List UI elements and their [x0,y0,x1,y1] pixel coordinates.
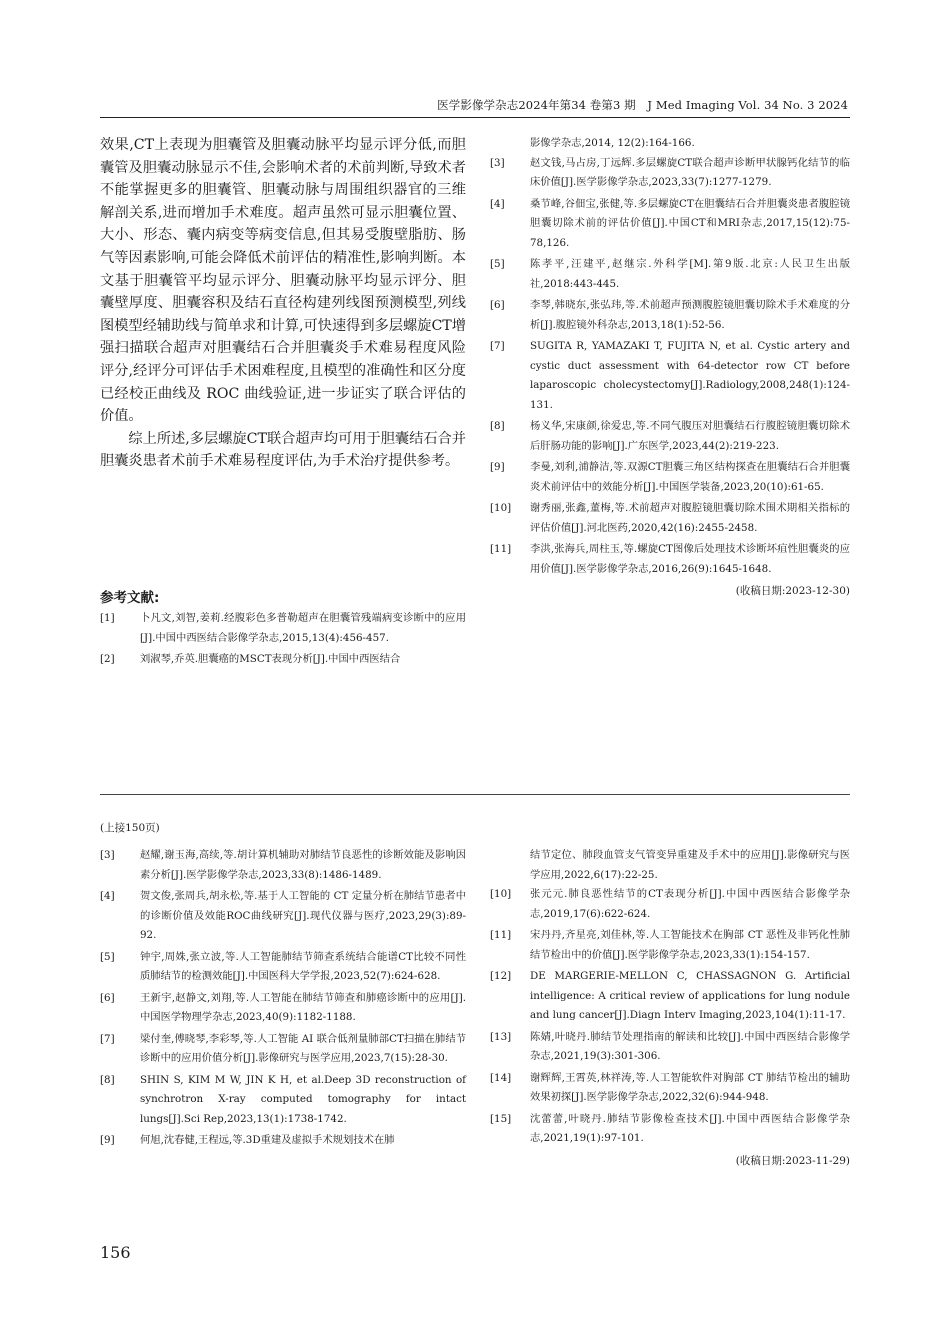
reference-item [490,296,850,335]
reference-number: [5] [490,258,505,270]
reference-number: [13] [490,1030,512,1043]
reference-text: 贺文俊,张周兵,胡永松,等.基于人工智能的 CT 定量分析在肺结节患者中的诊断价值及效能ROC曲线研究[J].现代仪器与医疗,2023,29(3):89-92. [140,890,466,941]
reference-item [100,887,466,946]
reference-item [100,1131,466,1151]
reference-text: SUGITA R, YAMAZAKI T, FUJITA N, et al. Cystic artery and cystic duct assessment with 64-detector row CT before laparoscopic cholecystectomy[J].Radiology,2008,248(1):124-131. [530,340,850,411]
reference-text: 陈孝平,汪建平,赵继宗.外科学[M].第9版.北京:人民卫生出版社,2018:443-445. [530,258,850,290]
reference-item [490,1028,850,1067]
reference-text: SHIN S, KIM M W, JIN K H, et al.Deep 3D reconstruction of synchrotron X-ray computed tomography for intact lungs[J].Sci Rep,2023,13(1):1738-1742. [140,1073,466,1125]
reference-number: [7] [490,340,505,352]
reference-item [490,458,850,497]
continued-references-right [490,846,850,1168]
reference-text: 陈婧,叶晓丹.肺结节处理指南的解读和比较[J].中国中西医结合影像学杂志,2021,19(3):301-306. [530,1030,850,1062]
reference-number: [15] [490,1112,512,1125]
reference-text: 杨义华,宋康颜,徐爱忠,等.不同气腹压对胆囊结石行腹腔镜胆囊切除术后肝肠功能的影响[J].广东医学,2023,44(2):219-223. [530,420,850,452]
reference-number: [10] [490,502,512,514]
reference-number: [8] [490,420,505,432]
references-heading: 参考文献: [100,590,160,606]
reference-number: [11] [490,929,512,941]
reference-text: 刘淑琴,乔英.胆囊癌的MSCT表现分析[J].中国中西医结合 [140,653,401,665]
reference-item [100,948,466,987]
reference-text: 谢秀丽,张鑫,董梅,等.术前超声对腹腔镜胆囊切除术围术期相关指标的评估价值[J].河北医药,2020,42(16):2455-2458. [530,502,850,534]
reference-item [490,885,850,924]
section-divider [100,794,850,795]
reference-number: [2] [100,653,115,665]
body-paragraph-1: 效果,CT上表现为胆囊管及胆囊动脉平均显示评分低,而胆囊管及胆囊动脉显示不佳,会影响术者的术前判断,导致术者不能掌握更多的胆囊管、胆囊动脉与周围组织器官的三维解剖关系,进而增加手术难度。超声虽然可显示胆囊位置、大小、形态、囊内病变等病变信息,但其易受腹壁脂肪、肠气等因素影响,可能会降低术前评估的精准性,影响判断。本文基于胆囊管平均显示评分、胆囊动脉平均显示评分、胆囊壁厚度、胆囊容积及结石直径构建列线图预测模型,列线图模型经辅助线与简单求和计算,可快速得到多层螺旋CT增强扫描联合超声对胆囊结石合并胆囊炎手术难易程度风险评分,经评分可评估手术困难程度,且模型的准确性和区分度已经校正曲线及 ROC 曲线验证,进一步证实了联合评估的价值。 [100,137,466,425]
reference-number: [11] [490,543,512,555]
reference-item [490,499,850,538]
page-number: 156 [100,1243,131,1262]
reference-text: 谢辉辉,王霄英,林祥涛,等.人工智能软件对胸部 CT 肺结节检出的辅助效果初探[J].医学影像学杂志,2022,32(6):944-948. [530,1071,850,1103]
body-paragraph-2: 综上所述,多层螺旋CT联合超声均可用于胆囊结石合并胆囊炎患者术前手术难易程度评估,为手术治疗提供参考。 [100,430,466,470]
reference-number: [5] [100,950,115,963]
reference-text: 赵耀,谢玉海,高续,等.胡计算机辅助对肺结节良恶性的诊断效能及影响因素分析[J].医学影像学杂志,2023,33(8):1486-1489. [140,849,466,881]
reference-text: 钟宇,周姝,张立波,等.人工智能肺结节筛查系统结合能谱CT比较不同性质肺结节的检测效能[J].中国医科大学学报,2023,52(7):624-628. [140,950,466,982]
reference-text: 卜凡文,刘智,姜莉.经腹彩色多普勒超声在胆囊管残端病变诊断中的应用[J].中国中西医结合影像学杂志,2015,13(4):456-457. [140,612,466,644]
reference-number: [9] [100,1134,115,1146]
reference-item [100,609,466,648]
references-right-column [490,134,850,598]
continued-references-left [100,846,466,1153]
reference-item [100,846,466,885]
reference-text: DE MARGERIE-MELLON C, CHASSAGNON G. Artificial intelligence: A critical review of applications for lung nodule and lung cancer[J].Diagn Interv Imaging,2023,104(1):11-17. [530,970,850,1021]
received-date: (收稿日期:2023-11-29) [735,1154,850,1167]
reference-text: 桑节峰,谷佃宝,张健,等.多层螺旋CT在胆囊结石合并胆囊炎患者腹腔镜胆囊切除术前的评估价值[J].中国CT和MRI杂志,2017,15(12):75-78,126. [530,197,850,249]
reference-number: [6] [490,299,505,311]
reference-number: [14] [490,1071,512,1084]
reference-number: [1] [100,612,115,624]
reference-text: 赵文钱,马占房,丁远辉.多层螺旋CT联合超声诊断甲状腺钙化结节的临床价值[J].医学影像学杂志,2023,33(7):1277-1279. [530,156,850,188]
reference-item [490,337,850,415]
reference-text: 张元元.肺良恶性结节的CT表现分析[J].中国中西医结合影像学杂志,2019,17(6):622-624. [530,888,850,920]
reference-text: 沈蕾蕾,叶晓丹.肺结节影像检查技术[J].中国中西医结合影像学杂志,2021,19(1):97-101. [530,1112,850,1144]
reference-item [490,1069,850,1108]
reference-number: [4] [490,197,505,210]
running-header: 医学影像学杂志2024年第34 卷第3 期 J Med Imaging Vol. 34 No. 3 2024 [437,98,848,112]
reference-continuation: 影像学杂志,2014, 12(2):164-166. [530,137,695,149]
reference-text: 李曼,刘利,浦静洁,等.双源CT胆囊三角区结构探查在胆囊结石合并胆囊炎术前评估中的效能分析[J].中国医学装备,2023,20(10):61-65. [530,461,850,493]
reference-number: [3] [490,156,505,169]
continued-from-note: (上接150页) [100,822,160,834]
reference-item [490,195,850,254]
reference-number: [4] [100,890,115,902]
reference-item [490,1110,850,1149]
reference-item [490,417,850,456]
reference-text: 宋丹丹,齐星亮,刘佳林,等.人工智能技术在胸部 CT 恶性及非钙化性肺结节检出中的价值[J].医学影像学杂志,2023,33(1):154-157. [530,929,850,961]
received-date: (收稿日期:2023-12-30) [735,585,850,597]
reference-item [490,540,850,579]
reference-item [100,650,466,670]
reference-number: [9] [490,461,505,473]
reference-number: [7] [100,1032,115,1045]
reference-item [490,967,850,1026]
references-left-column [100,609,466,672]
reference-text: 李洪,张海兵,周柱玉,等.螺旋CT图像后处理技术诊断坏疽性胆囊炎的应用价值[J].医学影像学杂志,2016,26(9):1645-1648. [530,543,850,575]
reference-number: [6] [100,991,115,1004]
article-body [100,134,466,473]
reference-item [490,926,850,965]
reference-text: 何旭,沈春健,王程远,等.3D重建及虚拟手术规划技术在肺 [140,1134,395,1146]
reference-number: [12] [490,970,512,982]
reference-number: [10] [490,888,512,900]
reference-item [100,1030,466,1069]
reference-item [490,255,850,294]
reference-number: [8] [100,1073,115,1086]
reference-number: [3] [100,849,115,861]
reference-item [490,154,850,193]
header-rule [100,117,850,118]
reference-text: 王新宇,赵静文,刘翔,等.人工智能在肺结节筛查和肺癌诊断中的应用[J].中国医学物理学杂志,2023,40(9):1182-1188. [140,991,466,1023]
reference-text: 李琴,韩晓东,张弘玮,等.术前超声预测腹腔镜胆囊切除术手术难度的分析[J].腹腔镜外科杂志,2013,18(1):52-56. [530,299,850,331]
reference-text: 梁付奎,傅晓琴,李彩琴,等.人工智能 AI 联合低剂量肺部CT扫描在肺结节诊断中的应用价值分析[J].影像研究与医学应用,2023,7(15):28-30. [140,1032,466,1064]
reference-continuation: 结节定位、肺段血管支气管变异重建及手术中的应用[J].影像研究与医学应用,2022,6(17):22-25. [530,849,850,881]
reference-item [100,1071,466,1130]
reference-item [100,989,466,1028]
